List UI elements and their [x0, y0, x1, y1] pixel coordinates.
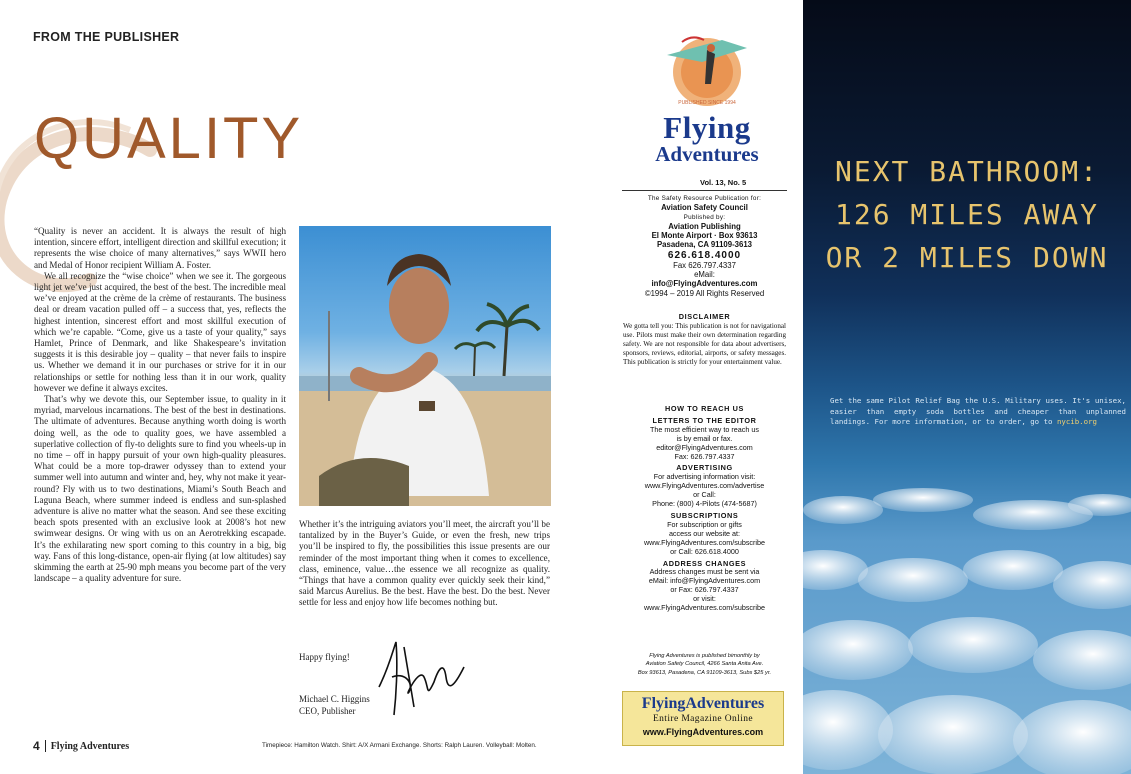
- email-label: eMail:: [694, 270, 715, 280]
- info-email-link[interactable]: eMail: info@FlyingAdventures.com: [648, 576, 761, 586]
- paragraph: Whether it’s the intriguing aviators you’ll meet, the aircraft you’ll be tantalized by in the Buyer’s Guide, or even the fresh, new trips you’ll be inspired to fly, the possibilities this issue presents are our reminder of the most important thing when it comes to excellence, class, eminence, value…the essence we all recognize as quality. “Things that have a common quality ever quickly seek their kind,” said Marcus Aurelius. Be the best. Have the best. Do the best. Never settle for less and enjoy how life becomes nothing but.: [299, 519, 550, 608]
- headline: QUALITY: [34, 106, 304, 171]
- subscribe-link[interactable]: www.FlyingAdventures.com/subscribe: [643, 537, 766, 547]
- letters-line: Fax: 626.797.4337: [674, 451, 735, 461]
- photo-credits: Timepiece: Hamilton Watch. Shirt: A/X Armani Exchange. Shorts: Ralph Lauren. Volleyball: Molten.: [262, 742, 537, 749]
- published-by-label: Published by:: [683, 213, 726, 221]
- subscriptions-line: or Call: 626.618.4000: [670, 546, 739, 556]
- footer-magazine-name: Flying Adventures: [50, 740, 130, 752]
- paragraph: We all recognize the “wise choice” when we see it. The gorgeous light jet we’ve just acquired, the best of the best. The incredible meal we’ve enjoyed at the crème de la crème of restaurants. The business deal or dream vacation pulled off – a success that, yes, reflects the highest intention, sincerest effort and most skillful execution of which we’re capable. “Come, give us a taste of your quality,” says Hamlet, Prince of Denmark, and like Shakespeare’s invitation suggests it is this desirable joy – quality – that never fails to inspire us. Whether we demand it in our purchases or strive for it in our relationships or settle for nothing less than it in our work, quality however we define it always excites.: [34, 270, 286, 393]
- advertising-line: Phone: (800) 4-Pilots (474-5687): [652, 499, 757, 509]
- brand-line-2: Adventures: [655, 142, 759, 166]
- ad-headline-line: 126 MILES AWAY: [834, 198, 1099, 231]
- photo-illustration: [299, 226, 551, 506]
- online-title: FlyingAdventures: [641, 695, 765, 712]
- address-line: or Fax: 626.797.4337: [670, 585, 739, 595]
- cloud-layer-image: [803, 430, 1131, 774]
- masthead-info: [622, 194, 787, 298]
- fax-number: Fax 626.797.4337: [673, 260, 736, 270]
- signature-block: [299, 694, 370, 717]
- advertising-line: For advertising information visit:: [653, 472, 756, 482]
- ad-body-text: Get the same Pilot Relief Bag the U.S. Military uses. It's unisex, easier than empty soda bottles and cheaper than unplanned landings. For more information, or to order, go to: [830, 396, 1126, 426]
- signature-image: [374, 637, 474, 717]
- brand-line-1: Flying: [663, 110, 751, 145]
- address-changes-heading: ADDRESS CHANGES: [662, 558, 747, 568]
- closing-line: Happy flying!: [299, 652, 350, 662]
- disclaimer-heading: DISCLAIMER: [678, 312, 731, 321]
- letters-heading: LETTERS TO THE EDITOR: [652, 415, 757, 425]
- badge-text: PUBLISHED SINCE 1994: [678, 100, 736, 106]
- page-footer: [33, 739, 129, 753]
- phone-number: 626.618.4000: [667, 249, 742, 261]
- copyright: ©1994 – 2019 All Rights Reserved: [644, 288, 765, 298]
- council-name: Aviation Safety Council: [661, 203, 748, 213]
- address-line: Address changes must be sent via: [649, 567, 760, 577]
- publisher-name: Aviation Publishing: [668, 221, 741, 231]
- paragraph: “Quality is never an accident. It is always the result of high intention, sincere effort, intelligent direction and skillful execution; it represents the wise choice of many alternatives,” says WWII hero and Medal of Honor recipient William A. Foster.: [34, 226, 286, 270]
- publisher-photo: [299, 226, 551, 506]
- letters-line: The most efficient way to reach us: [650, 424, 759, 434]
- editor-email-link[interactable]: editor@FlyingAdventures.com: [656, 442, 753, 452]
- advertisement-page: [803, 0, 1131, 774]
- pub-note-line: Aviation Safety Council, 4266 Santa Anita Ave.: [645, 661, 764, 668]
- divider: [622, 190, 787, 191]
- masthead-logo-title: [622, 110, 792, 166]
- address-line: or visit:: [693, 594, 716, 604]
- subscriptions-heading: SUBSCRIPTIONS: [670, 510, 739, 520]
- page-number: 4: [33, 739, 40, 753]
- email-address: info@FlyingAdventures.com: [651, 279, 758, 289]
- subscribe-link[interactable]: www.FlyingAdventures.com/subscribe: [643, 603, 766, 613]
- publication-note: [622, 652, 787, 677]
- disclaimer-text: We gotta tell you: This publication is not for navigational use. Pilots must make their own determination regarding safety. We are not responsible for data about advertisers, sponsors, reviews, editorial, airports, or safety messages. This publication is strictly for your entertainment value.: [623, 322, 786, 366]
- address-line-1: El Monte Airport · Box 93613: [651, 231, 758, 241]
- author-name: Michael C. Higgins: [299, 694, 370, 704]
- ad-website-link[interactable]: nycib.org: [1056, 417, 1097, 426]
- volume-number: Vol. 13, No. 5: [700, 178, 747, 187]
- aviatrix-logo: [662, 30, 752, 110]
- advertising-heading: ADVERTISING: [676, 463, 733, 473]
- contact-section: [622, 402, 787, 613]
- online-subtitle: Entire Magazine Online: [652, 714, 754, 724]
- subscriptions-line: access our website at:: [668, 528, 741, 538]
- footer-divider: [45, 740, 46, 752]
- article-column-2: [299, 519, 550, 609]
- paragraph: That’s why we devote this, our September issue, to quality in it myriad, marvelous incarnations. The best of the best in destinations. The ultimate of adventures. Because anything worth doing is worth doing well, as the ode to quality goes, we have assembled a superlative collection of fly-to delights sure to find you wheels-up in no time – off in happy pursuit of your own high-quality pleasures. What could be a more top-drawer odyssey than to extend your summer well into autumn and winter and, hey, why not make it year-round? Fly with us to two destinations, Miami’s South Beach and Laguna Beach, where summer indeed is endless and sun-splashed adventure is alive no matter what the season. And see these exciting beach spots presented with an exclusive look at 2008’s hot new swimwear designs. Or wing with us on an Aerotrekking escapade. It’s the exhilarating new sport coming to this country in a big, big way. Fans of this long-distance, open-air flying (at low altitudes) say skimming the earth at 25-90 mph means you become part of the very landscape – a quality adventure for sure.: [34, 394, 286, 584]
- ad-body-copy: [830, 396, 1126, 428]
- pub-note-line: Box 93613, Pasadena, CA 91109-3613, Subs $25 yr.: [637, 669, 772, 676]
- ad-headline-line: OR 2 MILES DOWN: [825, 241, 1109, 274]
- website-link[interactable]: www.FlyingAdventures.com: [642, 727, 764, 737]
- address-line-2: Pasadena, CA 91109-3613: [656, 240, 753, 250]
- advertise-link[interactable]: www.FlyingAdventures.com/advertise: [644, 481, 765, 491]
- online-magazine-box[interactable]: [622, 691, 784, 746]
- subscriptions-line: For subscription or gifts: [667, 519, 742, 529]
- letters-line: is by email or fax.: [676, 433, 733, 443]
- resource-label: The Safety Resource Publication for:: [647, 195, 762, 202]
- article-column-1: [34, 226, 286, 585]
- author-title: CEO, Publisher: [299, 705, 356, 716]
- pub-note-line: Flying Adventures is published bimonthly by: [649, 653, 760, 659]
- section-heading: FROM THE PUBLISHER: [33, 30, 180, 44]
- reach-heading: HOW TO REACH US: [665, 404, 744, 413]
- advertising-line: or Call:: [693, 490, 716, 500]
- ad-headline: [803, 150, 1131, 279]
- ad-headline-line: NEXT BATHROOM:: [834, 155, 1099, 188]
